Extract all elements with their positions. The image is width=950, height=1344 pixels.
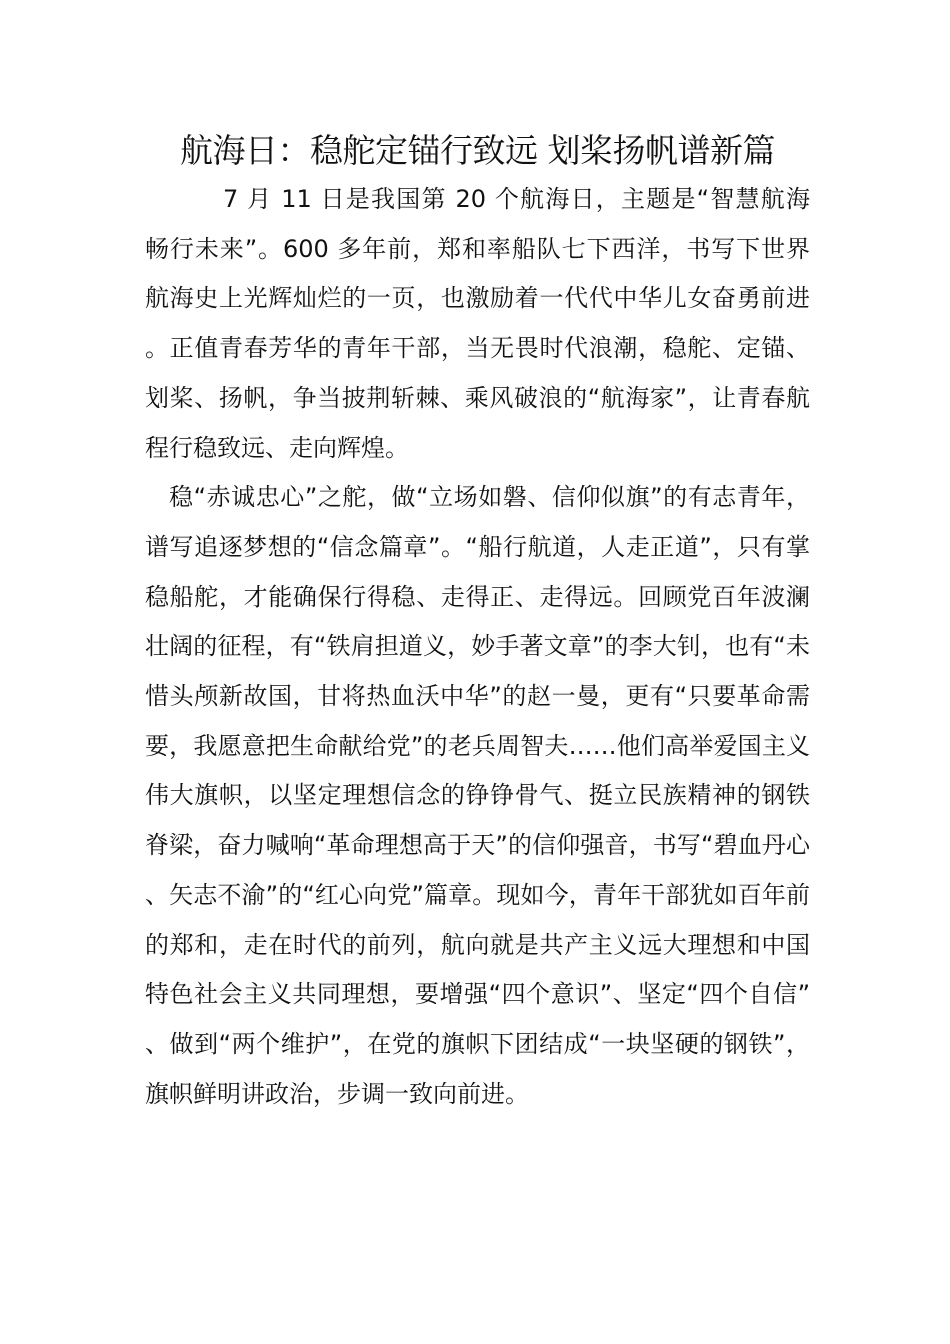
paragraph-2: 稳“赤诚忠心”之舵，做“立场如磐、信仰似旗”的有志青年，谱写追逐梦想的“信念篇章”。“船行航道，人走正道”，只有掌稳船舵，才能确保行得稳、走得正、走得远。回顾党百年波澜壮阔的征程，有“铁肩担道义，妙手著文章”的李大钊，也有“未惜头颅新故国，甘将热血沃中华”的赵一曼，更有“只要革命需要，我愿意把生命献给党”的老兵周智夫……他们高举爱国主义伟大旗帜，以坚定理想信念的铮铮骨气、挺立民族精神的钢铁脊梁，奋力喊响“革命理想高于天”的信仰强音，书写“碧血丹心、矢志不渝”的“红心向党”篇章。现如今，青年干部犹如百年前的郑和，走在时代的前列，航向就是共产主义远大理想和中国特色社会主义共同理想，要增强“四个意识”、坚定“四个自信”、做到“两个维护”，在党的旗帜下团结成“一块坚硬的钢铁”，旗帜鲜明讲政治，步调一致向前进。 [145,483,810,1108]
article-title: 航海日：稳舵定锚行致远 划桨扬帆谱新篇 [180,131,775,170]
article-body [145,175,810,1119]
paragraph-1: 7 月 11 日是我国第 20 个航海日，主题是“智慧航海 畅行未来”。600 多年前，郑和率船队七下西洋，书写下世界航海史上光辉灿烂的一页，也激励着一代代中华儿女奋勇前进。正值青春芳华的青年干部，当无畏时代浪潮，稳舵、定锚、划桨、扬帆，争当披荆斩棘、乘风破浪的“航海家”，让青春航程行稳致远、走向辉煌。 [145,185,810,462]
